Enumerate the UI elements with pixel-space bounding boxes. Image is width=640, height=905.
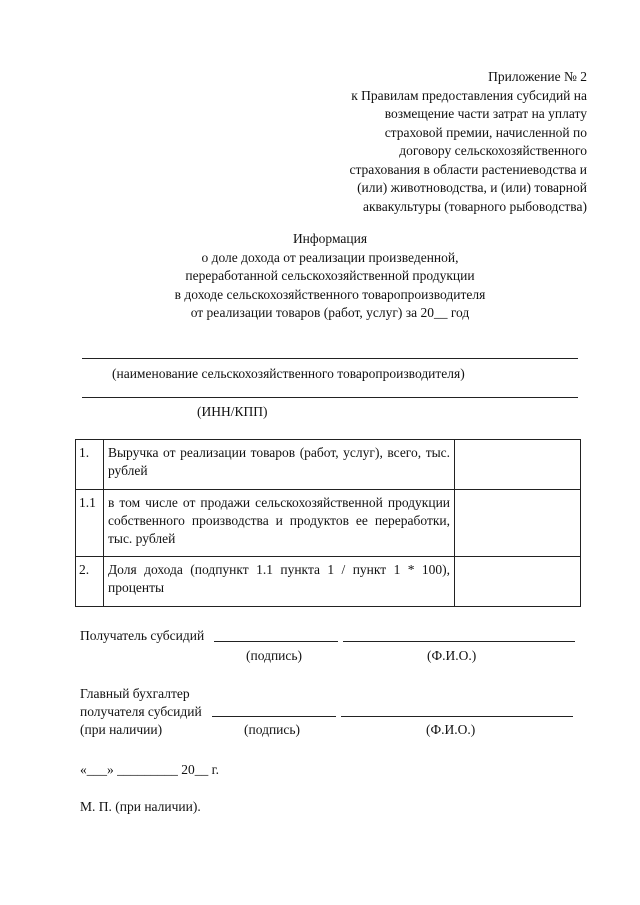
appendix-line: возмещение части затрат на уплату: [384, 106, 587, 121]
accountant-name-line[interactable]: [341, 716, 573, 717]
name-caption: (Ф.И.О.): [426, 722, 476, 737]
income-share-table: [75, 439, 581, 607]
title-line: о доле дохода от реализации произведенной,: [201, 249, 459, 265]
row-number: 1.1: [76, 490, 104, 557]
row-value-cell[interactable]: [455, 490, 581, 557]
accountant-label: Главный бухгалтер: [80, 686, 190, 701]
row-number: 1.: [76, 440, 104, 490]
signature-caption: (подпись): [246, 648, 303, 663]
appendix-line: страхования в области растениеводства и: [349, 161, 587, 177]
row-description: в том числе от продажи сельскохозяйственной продукции собственного производства и продуктов ее переработки, тыс. рублей: [103, 490, 454, 557]
accountant-label-line2: получателя субсидий: [80, 704, 202, 719]
recipient-name-line[interactable]: [343, 641, 575, 642]
date-line: «___» _________ 20__ г.: [80, 762, 220, 777]
inn-kpp-caption: (ИНН/КПП): [197, 404, 268, 419]
accountant-signature-line[interactable]: [212, 716, 336, 717]
appendix-header: [307, 68, 587, 216]
appendix-line: Приложение № 2: [488, 69, 587, 84]
inn-kpp-line: [82, 397, 578, 398]
table-row: [76, 440, 581, 490]
title-heading: Информация: [292, 231, 368, 246]
row-value-cell[interactable]: [455, 440, 581, 490]
title-line: от реализации товаров (работ, услуг) за 20__ год: [190, 305, 470, 320]
producer-name-line: [82, 358, 578, 359]
row-description: Выручка от реализации товаров (работ, услуг), всего, тыс. рублей: [103, 440, 454, 490]
row-value-cell[interactable]: [455, 557, 581, 607]
appendix-line: страховой премии, начисленной по: [384, 124, 587, 140]
stamp-note: М. П. (при наличии).: [80, 799, 201, 814]
appendix-line: договору сельскохозяйственного: [399, 143, 587, 158]
name-caption: (Ф.И.О.): [427, 648, 477, 663]
table-row: [76, 490, 581, 557]
table-row: [76, 557, 581, 607]
recipient-signature-line[interactable]: [214, 641, 338, 642]
recipient-label: Получатель субсидий: [80, 628, 205, 643]
row-description: Доля дохода (подпункт 1.1 пункта 1 / пункт 1 * 100), проценты: [103, 557, 454, 607]
title-line: переработанной сельскохозяйственной продукции: [185, 268, 475, 283]
title-line: в доходе сельскохозяйственного товаропроизводителя: [174, 286, 486, 302]
row-number: 2.: [76, 557, 104, 607]
signature-caption: (подпись): [244, 722, 301, 737]
producer-name-caption: (наименование сельскохозяйственного товаропроизводителя): [112, 366, 465, 381]
document-title: [120, 230, 540, 323]
appendix-line: к Правилам предоставления субсидий на: [351, 87, 587, 103]
appendix-line: (или) животноводства, и (или) товарной: [357, 180, 587, 195]
appendix-line: аквакультуры (товарного рыбоводства): [362, 198, 587, 214]
if-any-caption: (при наличии): [80, 722, 163, 737]
